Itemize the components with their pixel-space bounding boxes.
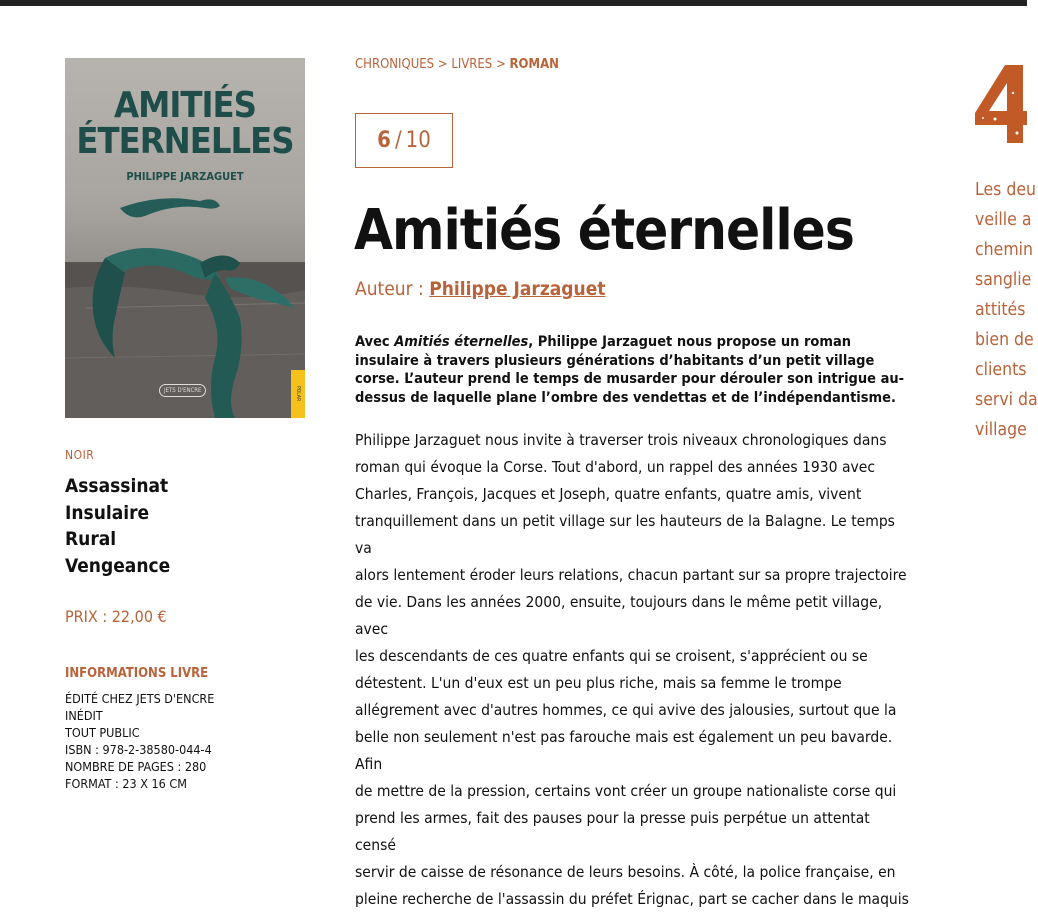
info-format: FORMAT : 23 X 16 CM	[65, 776, 187, 791]
book-cover	[65, 58, 305, 418]
info-publisher: ÉDITÉ CHEZ JETS D'ENCRE	[65, 691, 215, 706]
cover-title-line1: AMITIÉS	[114, 85, 256, 126]
body-line: prend les armes, fait des pauses pour la presse puis perpétue un attentat censé	[355, 809, 870, 854]
body-line: pleine recherche de l'assassin du préfet Érignac, part se cacher dans le maquis	[355, 890, 909, 908]
cover-title-line2: ÉTERNELLES	[76, 121, 294, 162]
sidebar-line: veille a	[975, 210, 1032, 230]
tag-item[interactable]: Vengeance	[65, 554, 171, 577]
score-value: 6	[377, 128, 391, 153]
breadcrumb	[355, 57, 559, 72]
score-badge	[355, 113, 453, 168]
info-isbn: ISBN : 978-2-38580-044-4	[65, 742, 212, 757]
body-line: alors lentement éroder leurs relations, chacun partant sur sa propre trajectoire	[355, 566, 907, 584]
sidebar-line: chemin	[975, 240, 1034, 260]
tag-item[interactable]: Insulaire	[65, 501, 150, 524]
breadcrumb-chroniques[interactable]: CHRONIQUES	[355, 57, 435, 72]
body-line: Charles, François, Jacques et Joseph, quatre enfants, quatre amis, vivent	[355, 485, 862, 503]
publisher-logo: JETS D'ENCRE	[159, 384, 206, 397]
body-line: tranquillement dans un petit village sur les hauteurs de la Balagne. Le temps va	[355, 512, 895, 557]
sidebar-line: sanglie	[975, 270, 1032, 290]
sidebar-line: bien de	[975, 330, 1034, 350]
lead-paragraph	[355, 333, 915, 407]
cover-tab: POLAR	[291, 370, 305, 418]
page-title: Amitiés éternelles	[354, 198, 854, 263]
info-pages: NOMBRE DE PAGES : 280	[65, 759, 207, 774]
author-line	[355, 278, 606, 300]
info-audience: TOUT PUBLIC	[65, 725, 140, 740]
info-heading: INFORMATIONS LIVRE	[65, 666, 209, 681]
body-line: de vie. Dans les années 2000, ensuite, toujours dans le même petit village, avec	[355, 593, 883, 638]
body-line: allégrement avec d'autres hommes, ce qui avive des jalousies, surtout que la	[355, 701, 897, 719]
tag-list	[65, 473, 170, 579]
sidebar-line: Les deu	[975, 180, 1037, 200]
lead-prefix: Avec	[355, 334, 395, 350]
breadcrumb-roman[interactable]: ROMAN	[509, 57, 559, 72]
author-label: Auteur :	[355, 278, 424, 300]
price: PRIX : 22,00 €	[65, 607, 167, 626]
info-list	[65, 690, 214, 792]
site-logo[interactable]	[975, 63, 1027, 149]
body-line: les descendants de ces quatre enfants qui se croisent, s'apprécient ou se	[355, 647, 868, 665]
body-line: belle non seulement n'est pas farouche mais est également un peu bavarde. Afin	[355, 728, 893, 773]
tag-item[interactable]: Rural	[65, 528, 117, 550]
review-body	[355, 427, 915, 913]
score-max: 10	[405, 128, 431, 153]
info-edition: INÉDIT	[65, 708, 103, 723]
sidebar-line: clients	[975, 360, 1027, 380]
breadcrumb-livres[interactable]: LIVRES	[451, 57, 493, 72]
body-line: servir de caisse de résonance de leurs besoins. À côté, la police française, en	[355, 863, 896, 881]
breadcrumb-separator: >	[495, 57, 506, 72]
lead-text: , Philippe Jarzaguet nous propose un roman insulaire à travers plusieurs générations d’habitants d’un petit village corse. L’auteur prend le temps de musarder pour dérouler son intrigue au-dessus de laquelle plane l’ombre des vendettas et de l’indépendantisme.	[355, 334, 905, 406]
lead-book-title: Amitiés éternelles	[394, 334, 529, 350]
sidebar-text	[975, 175, 1038, 445]
body-line: de mettre de la pression, certains vont créer un groupe nationaliste corse qui	[355, 782, 897, 800]
sidebar-line: attités	[975, 300, 1026, 320]
sidebar-line: village	[975, 420, 1027, 440]
genre-label[interactable]: NOIR	[65, 448, 95, 462]
cover-author: PHILIPPE JARZAGUET	[126, 170, 244, 183]
author-link[interactable]: Philippe Jarzaguet	[429, 278, 606, 300]
sidebar-line: servi da	[975, 390, 1038, 410]
body-line: Philippe Jarzaguet nous invite à traverser trois niveaux chronologiques dans	[355, 431, 887, 449]
logo-four-icon	[975, 63, 1027, 145]
tag-item[interactable]: Assassinat	[65, 475, 169, 497]
body-line: détestent. L'un d'eux est un peu plus riche, mais sa femme le trompe	[355, 674, 842, 692]
top-bar	[0, 0, 1027, 6]
breadcrumb-separator: >	[437, 57, 448, 72]
body-line: roman qui évoque la Corse. Tout d'abord, un rappel des années 1930 avec	[355, 458, 875, 476]
score-separator: /	[394, 128, 402, 153]
